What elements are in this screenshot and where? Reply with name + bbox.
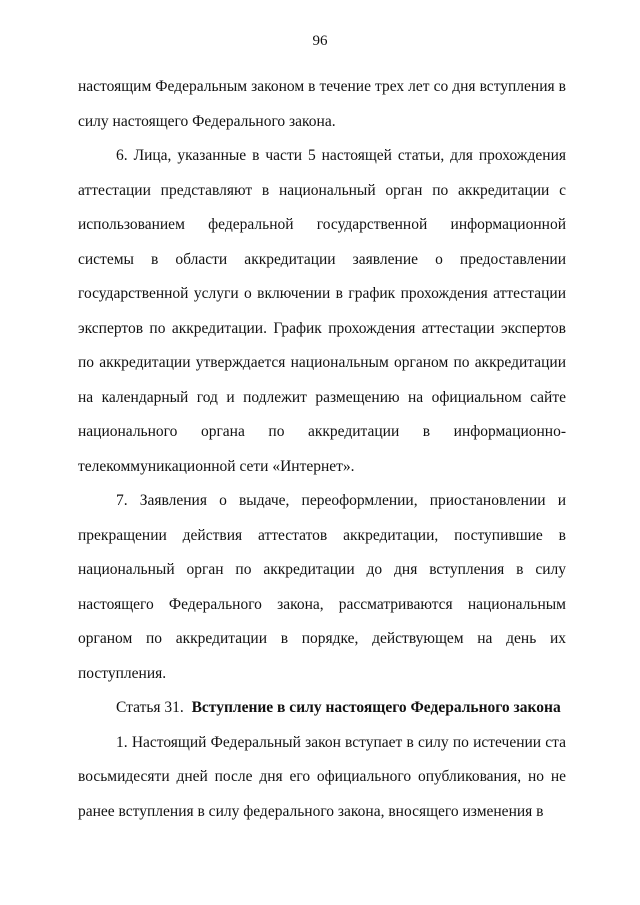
paragraph-6: 6. Лица, указанные в части 5 настоящей статьи, для прохождения аттестации представляют в национальный орган по аккредитации с использованием федеральной государственной информационной системы в области аккредитации заявление о предоставлении государственной услуги о включении в график прохождения аттестации экспертов по аккредитации. График прохождения аттестации экспертов по аккредитации утверждается национальным органом по аккредитации на календарный год и подлежит размещению на официальном сайте национального органа по аккредитации в информационно-телекоммуникационной сети «Интернет». bbox=[78, 147, 566, 475]
article-heading bbox=[78, 691, 566, 726]
article-paragraph-1: 1. Настоящий Федеральный закон вступает в силу по истечении ста восьмидесяти дней после дня его официального опубликования, но не ранее вступления в силу федерального закона, вносящего изменения в bbox=[78, 733, 566, 820]
paragraph-continuation: настоящим Федеральным законом в течение трех лет со дня вступления в силу настоящего Федерального закона. bbox=[78, 78, 566, 130]
paragraph-7: 7. Заявления о выдаче, переоформлении, приостановлении и прекращении действия аттестатов аккредитации, поступившие в национальный орган по аккредитации до дня вступления в силу настоящего Федерального закона, рассматриваются национальным органом по аккредитации в порядке, действующем на день их поступления. bbox=[78, 492, 566, 682]
document-body bbox=[78, 70, 566, 829]
article-number: Статья 31. bbox=[116, 699, 184, 716]
article-title: Вступление в силу настоящего Федерального закона bbox=[191, 699, 561, 716]
page-number: 96 bbox=[312, 33, 328, 49]
